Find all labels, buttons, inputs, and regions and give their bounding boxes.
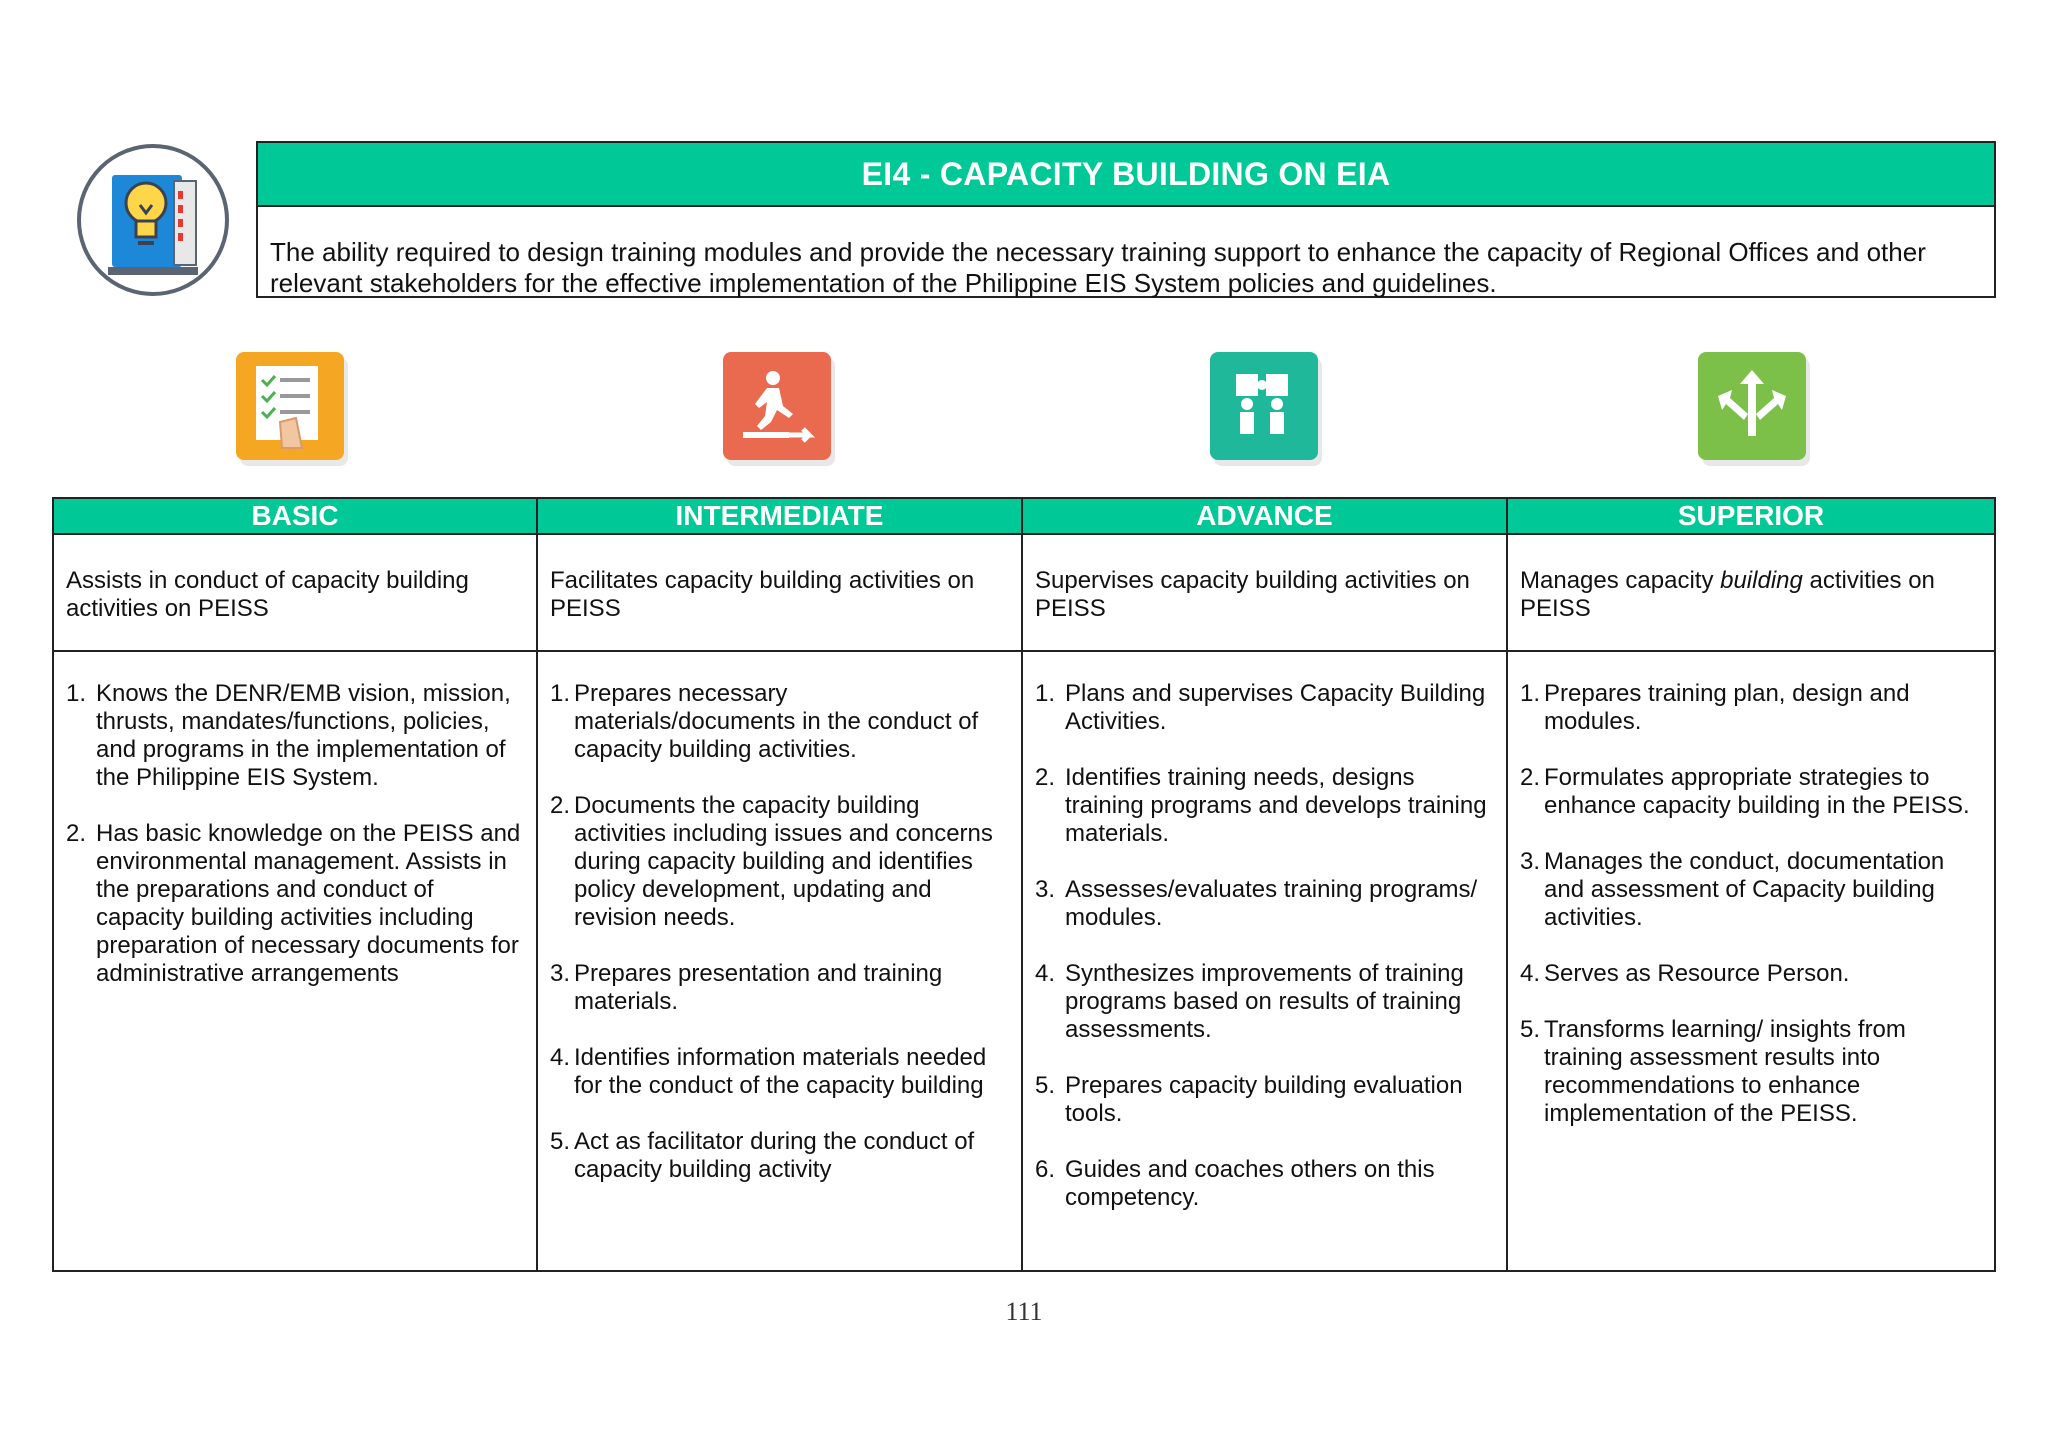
list-item xyxy=(550,1044,1011,1100)
summary-text: Manages capacity xyxy=(1520,567,1721,594)
level-summary-intermediate: Facilitates capacity building activities on PEISS xyxy=(538,535,1023,652)
item-number: 1. xyxy=(66,680,87,707)
item-text: Has basic knowledge on the PEISS and environmental management. Assists in the preparations and conduct of capacity building activities including preparation of necessary documents for administrative arrangements xyxy=(96,820,521,987)
item-text: Serves as Resource Person. xyxy=(1544,960,1850,987)
list-item xyxy=(66,820,526,988)
level-summary-advance: Supervises capacity building activities on PEISS xyxy=(1023,535,1508,652)
item-number: 1. xyxy=(550,680,571,707)
item-text: Prepares necessary materials/documents in the conduct of capacity building activities. xyxy=(574,680,979,763)
item-number: 5. xyxy=(550,1128,571,1155)
level-items-basic xyxy=(54,652,538,1270)
list-item xyxy=(550,960,1011,1016)
list-item xyxy=(1520,680,1984,736)
arrows-direction-icon xyxy=(1698,352,1814,468)
competency-title: EI4 - CAPACITY BUILDING ON EIA xyxy=(258,143,1994,207)
item-number: 4. xyxy=(1520,960,1541,987)
item-text: Prepares capacity building evaluation tools. xyxy=(1065,1072,1463,1127)
item-text: Synthesizes improvements of training programs based on results of training assessments. xyxy=(1065,960,1464,1043)
item-number: 2. xyxy=(66,820,87,847)
person-stepping-forward-icon xyxy=(723,352,839,468)
item-text: Plans and supervises Capacity Building Activities. xyxy=(1065,680,1486,735)
checklist-hand-icon xyxy=(236,352,352,468)
level-header-intermediate: INTERMEDIATE xyxy=(538,499,1023,535)
list-item xyxy=(550,792,1011,932)
level-header-superior: SUPERIOR xyxy=(1508,499,1994,535)
item-number: 3. xyxy=(550,960,571,987)
item-number: 1. xyxy=(1520,680,1541,707)
item-text: Transforms learning/ insights from training assessment results into recommendations to enhance implementation of the PEISS. xyxy=(1544,1016,1906,1127)
item-number: 4. xyxy=(550,1044,571,1071)
puzzle-team-icon xyxy=(1210,352,1326,468)
item-text: Identifies training needs, designs training programs and develops training materials. xyxy=(1065,764,1487,847)
item-text: Prepares presentation and training materials. xyxy=(574,960,943,1015)
summary-text: activities on PEISS xyxy=(1520,567,1935,622)
item-text: Identifies information materials needed for the conduct of the capacity building xyxy=(574,1044,987,1099)
list-item xyxy=(1035,876,1496,932)
item-text: Knows the DENR/EMB vision, mission, thrusts, mandates/functions, policies, and programs in the implementation of the Philippine EIS System. xyxy=(96,680,511,791)
level-summary-basic: Assists in conduct of capacity building activities on PEISS xyxy=(54,535,538,652)
item-number: 5. xyxy=(1035,1072,1056,1099)
level-header-basic: BASIC xyxy=(54,499,538,535)
item-text: Assesses/evaluates training programs/ modules. xyxy=(1065,876,1478,931)
item-number: 6. xyxy=(1035,1156,1056,1183)
item-text: Formulates appropriate strategies to enhance capacity building in the PEISS. xyxy=(1544,764,1970,819)
item-text: Act as facilitator during the conduct of capacity building activity xyxy=(574,1128,975,1183)
level-header-advance: ADVANCE xyxy=(1023,499,1508,535)
level-items-superior xyxy=(1508,652,1994,1270)
list-item xyxy=(1520,960,1984,988)
list-item xyxy=(1035,764,1496,848)
list-item xyxy=(1035,680,1496,736)
list-item xyxy=(66,680,526,792)
summary-emphasis: building xyxy=(1720,567,1803,594)
item-number: 2. xyxy=(1520,764,1541,791)
lightbulb-book-icon xyxy=(74,143,232,297)
competency-description: The ability required to design training modules and provide the necessary training support to enhance the capacity of Regional Offices and other relevant stakeholders for the effective implementation of the Philippine EIS System policies and guidelines. xyxy=(270,237,1926,298)
list-item xyxy=(1035,1072,1496,1128)
level-items-intermediate xyxy=(538,652,1023,1270)
item-number: 3. xyxy=(1520,848,1541,875)
list-item xyxy=(550,1128,1011,1184)
list-item xyxy=(1520,1016,1984,1128)
page-number: 111 xyxy=(1005,1297,1043,1326)
list-item xyxy=(1035,960,1496,1044)
item-number: 3. xyxy=(1035,876,1056,903)
item-number: 4. xyxy=(1035,960,1056,987)
level-items-advance xyxy=(1023,652,1508,1270)
item-text: Manages the conduct, documentation and assessment of Capacity building activities. xyxy=(1544,848,1945,931)
list-item xyxy=(550,680,1011,764)
item-number: 1. xyxy=(1035,680,1056,707)
item-text: Documents the capacity building activities including issues and concerns during capacity building and identifies policy development, updating and revision needs. xyxy=(574,792,993,931)
item-number: 2. xyxy=(550,792,571,819)
list-item xyxy=(1520,764,1984,820)
item-number: 2. xyxy=(1035,764,1056,791)
competency-header xyxy=(256,141,1996,298)
list-item xyxy=(1520,848,1984,932)
item-text: Guides and coaches others on this competency. xyxy=(1065,1156,1435,1211)
list-item xyxy=(1035,1156,1496,1212)
level-summary-superior xyxy=(1508,535,1994,652)
competency-levels-table xyxy=(52,497,1996,1272)
item-text: Prepares training plan, design and modules. xyxy=(1544,680,1910,735)
item-number: 5. xyxy=(1520,1016,1541,1043)
